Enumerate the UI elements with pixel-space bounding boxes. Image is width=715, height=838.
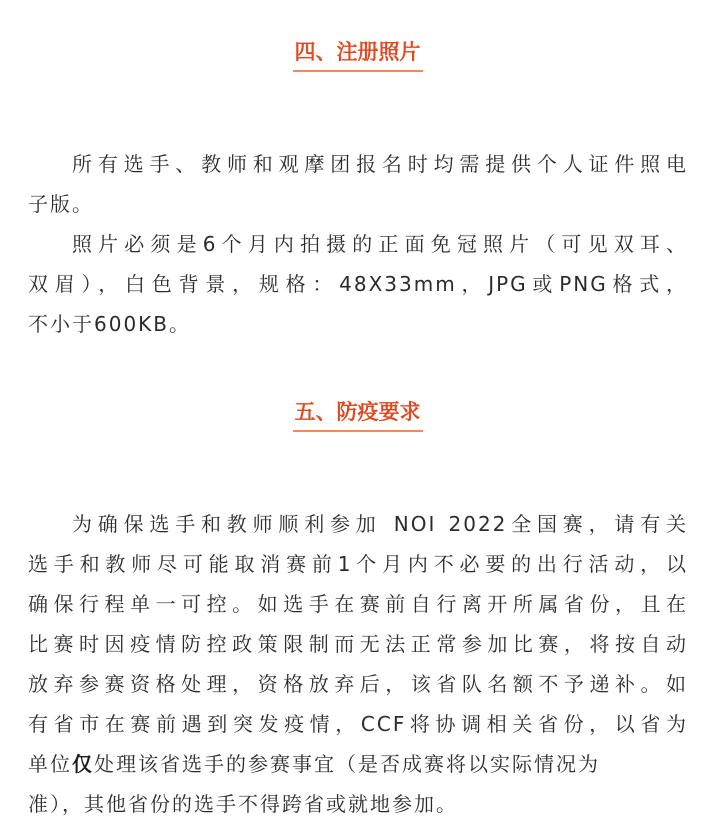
text-line: 子版。 [28,192,94,216]
text-line: 为确保选手和教师顺利参加 NOI 2022全国赛，请有关 [72,512,688,536]
section-title-registration-photo: 四、注册照片 [0,38,715,72]
text-line: 所有选手、教师和观摩团报名时均需提供个人证件照电 [72,152,688,176]
section-title-epidemic-requirements: 五、防疫要求 [0,398,715,432]
text-line: 双眉），白色背景，规格：48X33mm，JPG或PNG格式， [28,272,688,296]
text-fragment: 处理该省选手的参赛事宜（是否成赛将以实际情况为 [94,752,600,776]
text-line: 选手和教师尽可能取消赛前1个月内不必要的出行活动，以 [28,552,688,576]
text-line: 不小于600KB。 [28,312,192,336]
text-line: 放弃参赛资格处理，资格放弃后，该省队名额不予递补。如 [28,672,688,696]
text-line [28,748,688,777]
text-line: 比赛时因疫情防控政策限制而无法正常参加比赛，将按自动 [28,632,688,656]
text-line: 有省市在赛前遇到突发疫情，CCF将协调相关省份，以省为 [28,712,688,736]
text-line: 确保行程单一可控。如选手在赛前自行离开所属省份，且在 [28,592,688,616]
text-line: 准），其他省份的选手不得跨省或就地参加。 [28,792,458,816]
emphasis-only: 仅 [72,752,94,776]
text-fragment: 单位 [28,752,72,776]
text-line: 照片必须是6个月内拍摄的正面免冠照片（可见双耳、 [72,232,688,256]
